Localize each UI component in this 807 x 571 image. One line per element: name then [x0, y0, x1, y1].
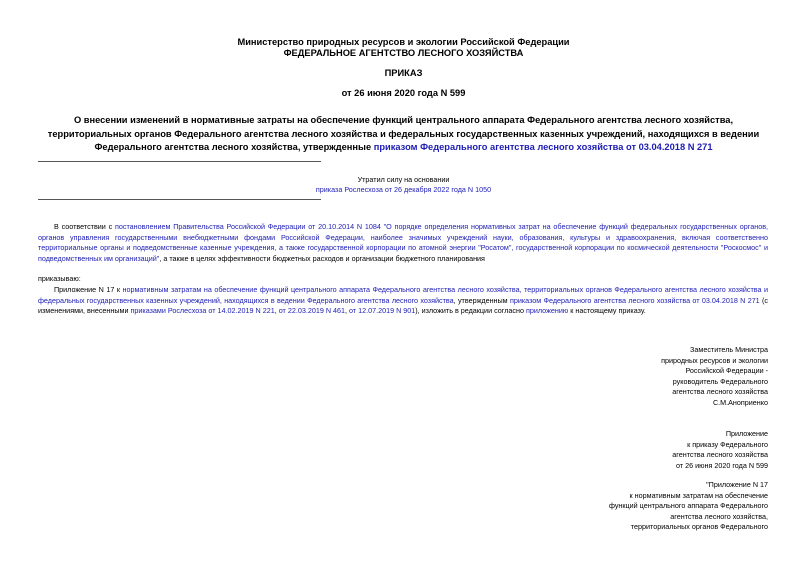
- body-text-6: ), изложить в редакции согласно: [415, 306, 526, 315]
- preamble-link[interactable]: постановлением Правительства Российской Федерации от 20.10.2014 N 1084 "О порядке определения нормативных затрат на обеспечение функций федеральных государственных органов, органов управления государственными внебюджетными фондами Российской Федерации, наиболее значимых учреждений науки, образования, культуры и здравоохранения, включая соответственно территориальные органы и подведомственные казенные учреждения, а также государственной корпорации по атомной энергии "Росатом", государственной корпорации по космической деятельности "Роскосмос" и подведомственных им организаций": [38, 222, 769, 263]
- appendix-17-block: "Приложение N 17 к нормативным затратам на обеспечение функций центрального аппарата Федерального агентства лесного хозяйства, территориальных органов Федерального: [608, 480, 768, 532]
- body-text-5: ,: [345, 306, 349, 315]
- body-link-order-461[interactable]: от 22.03.2019 N 461: [278, 306, 345, 315]
- signature-block: Заместитель Министра природных ресурсов и экологии Российской Федерации - руководитель Федерального агентства лесного хозяйства С.М.Аноприенко: [661, 345, 768, 407]
- doc-date-number: от 26 июня 2020 года N 599: [341, 88, 466, 98]
- preamble-paragraph: [38, 222, 768, 264]
- body-text-4: ,: [274, 306, 279, 315]
- body-paragraph: [38, 285, 768, 317]
- separator-bottom: [38, 199, 321, 200]
- order-word: приказываю:: [38, 274, 81, 283]
- body-link-order-221[interactable]: приказами Рослесхоза от 14.02.2019 N 221: [130, 306, 275, 315]
- body-text-7: к настоящему приказу.: [568, 306, 646, 315]
- body-link-appendix[interactable]: приложению: [525, 306, 569, 315]
- preamble-text-2: , а также в целях эффективности бюджетных расходов и организации бюджетного планирования: [159, 253, 485, 263]
- title-text: О внесении изменений в нормативные затраты на обеспечение функций центрального аппарата Федерального агентства лесного хозяйства, территориальных органов Федерального агентства лесного хозяйства и федеральных государственных казенных учреждений, находящихся в ведении Федерального агентства лесного хозяйства, утвержденные: [47, 115, 760, 152]
- body-text-2: , утвержденным: [453, 295, 510, 305]
- agency-header: ФЕДЕРАЛЬНОЕ АГЕНТСТВО ЛЕСНОГО ХОЗЯЙСТВА: [283, 48, 524, 58]
- doc-type: ПРИКАЗ: [384, 68, 423, 78]
- body-link-normative-costs[interactable]: нормативным затратам на обеспечение функций центрального аппарата Федерального агентства лесного хозяйства, территориальных органов Федерального агентства лесного хозяйства и федеральных государственных казенных учреждений, находящихся в ведении Федерального агентства лесного хозяйства: [38, 285, 769, 305]
- appendix-block: Приложение к приказу Федерального агентства лесного хозяйства от 26 июня 2020 года N 599: [672, 429, 768, 470]
- body-link-order-901[interactable]: от 12.07.2019 N 901: [349, 306, 416, 315]
- document-title: [40, 114, 767, 155]
- status-line: Утратил силу на основании: [357, 175, 450, 184]
- status-link[interactable]: приказа Рослесхоза от 26 декабря 2022 года N 1050: [315, 185, 492, 194]
- title-link[interactable]: приказом Федерального агентства лесного хозяйства от 03.04.2018 N 271: [373, 142, 713, 152]
- separator-top: [38, 161, 321, 162]
- ministry-header: Министерство природных ресурсов и экологии Российской Федерации: [237, 37, 570, 47]
- body-text-1: Приложение N 17 к: [54, 285, 123, 294]
- preamble-text-1: В соответствии с: [54, 222, 115, 231]
- body-text-3: (с изменениями, внесенными: [38, 295, 768, 315]
- body-link-order-271[interactable]: приказом Федерального агентства лесного хозяйства от 03.04.2018 N 271: [509, 295, 760, 305]
